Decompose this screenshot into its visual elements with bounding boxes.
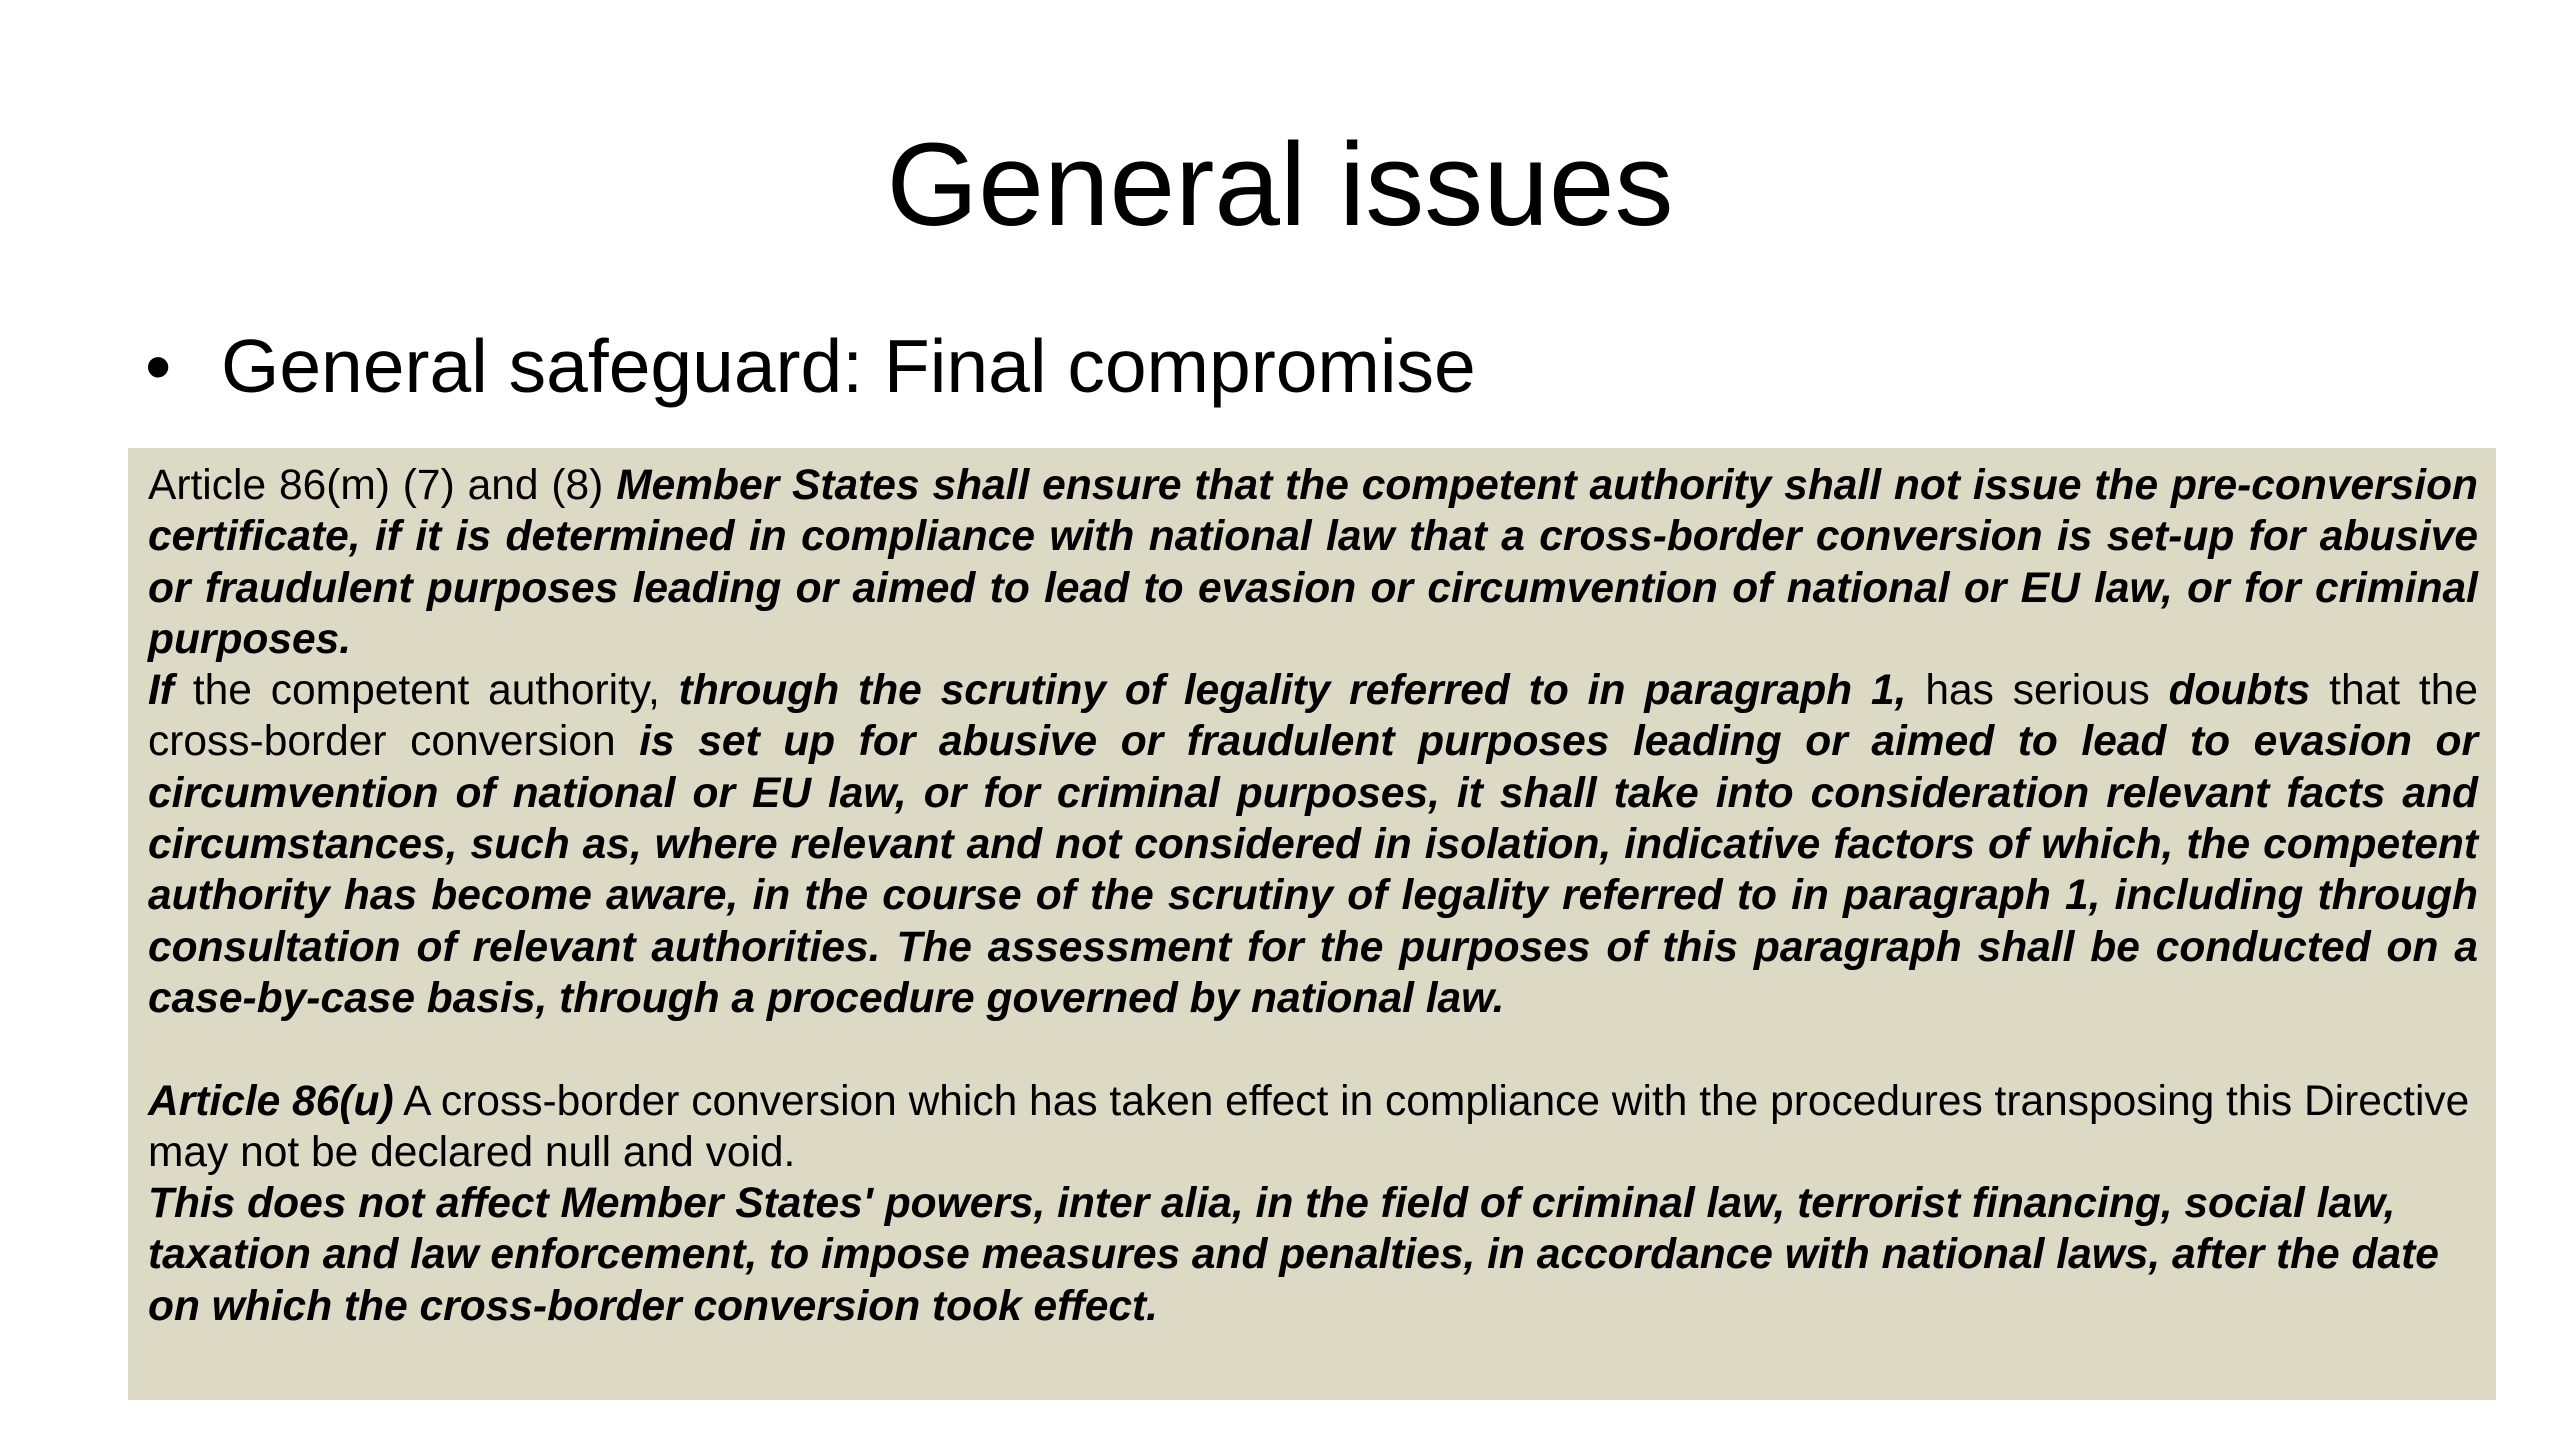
article-86m-reference: Article 86(m) (7) and (8) (148, 462, 604, 509)
article-86m-text: Member States shall ensure that the competent authority shall not issue the pre-conversion certificate, if it is determined in compliance with national law that a cross-border conversion is set-up for abusive or fraudulent purposes leading or aimed to lead to evasion or circumvention of national or EU law, or for criminal purposes. (148, 462, 2479, 663)
member-states-powers-paragraph: This does not affect Member States' powers, inter alia, in the field of criminal law, terrorist financing, social law, taxation and law enforcement, to impose measures and penalties, in accordance with national laws, after the date on which the cross-border conversion took effect. (148, 1180, 2439, 1330)
article-86u-text: A cross-border conversion which has taken effect in compliance with the procedures transposing this Directive may not be declared null and void. (148, 1077, 2470, 1176)
article-86u-reference: Article 86(u) (148, 1077, 394, 1125)
slide-title: General issues (886, 119, 1674, 251)
scrutiny-paragraph (148, 665, 2478, 1024)
bullet-symbol: • (145, 324, 172, 408)
article-86u-paragraph (148, 1076, 2478, 1179)
scrutiny-doubts: doubts (2168, 667, 2311, 715)
legal-text-panel (128, 448, 2496, 1400)
scrutiny-if: If (148, 667, 174, 715)
scrutiny-through: through the scrutiny of legality referred to in paragraph 1, (678, 667, 1907, 715)
scrutiny-body: is set up for abusive or fraudulent purposes leading or aimed to lead to evasion or circumvention of national or EU law, or for criminal purposes, it shall take into consideration relevant facts and circumstances, such as, where relevant and not considered in isolation, indicative factors of which, the competent authority has become aware, in the course of the scrutiny of legality referred to in paragraph 1, including through consultation of relevant authorities. The assessment for the purposes of this paragraph shall be conducted on a case-by-case basis, through a procedure governed by national law. (148, 718, 2478, 1022)
scrutiny-authority: the competent authority, (192, 667, 660, 715)
scrutiny-has-serious: has serious (1925, 667, 2150, 715)
scrutiny-that: that the cross-border conversion (148, 667, 2478, 766)
article-86m-paragraph (148, 460, 2478, 665)
bullet-item (145, 316, 1476, 416)
bullet-text: General safeguard: Final compromise (221, 324, 1476, 408)
paragraph-gap (148, 1024, 2478, 1075)
